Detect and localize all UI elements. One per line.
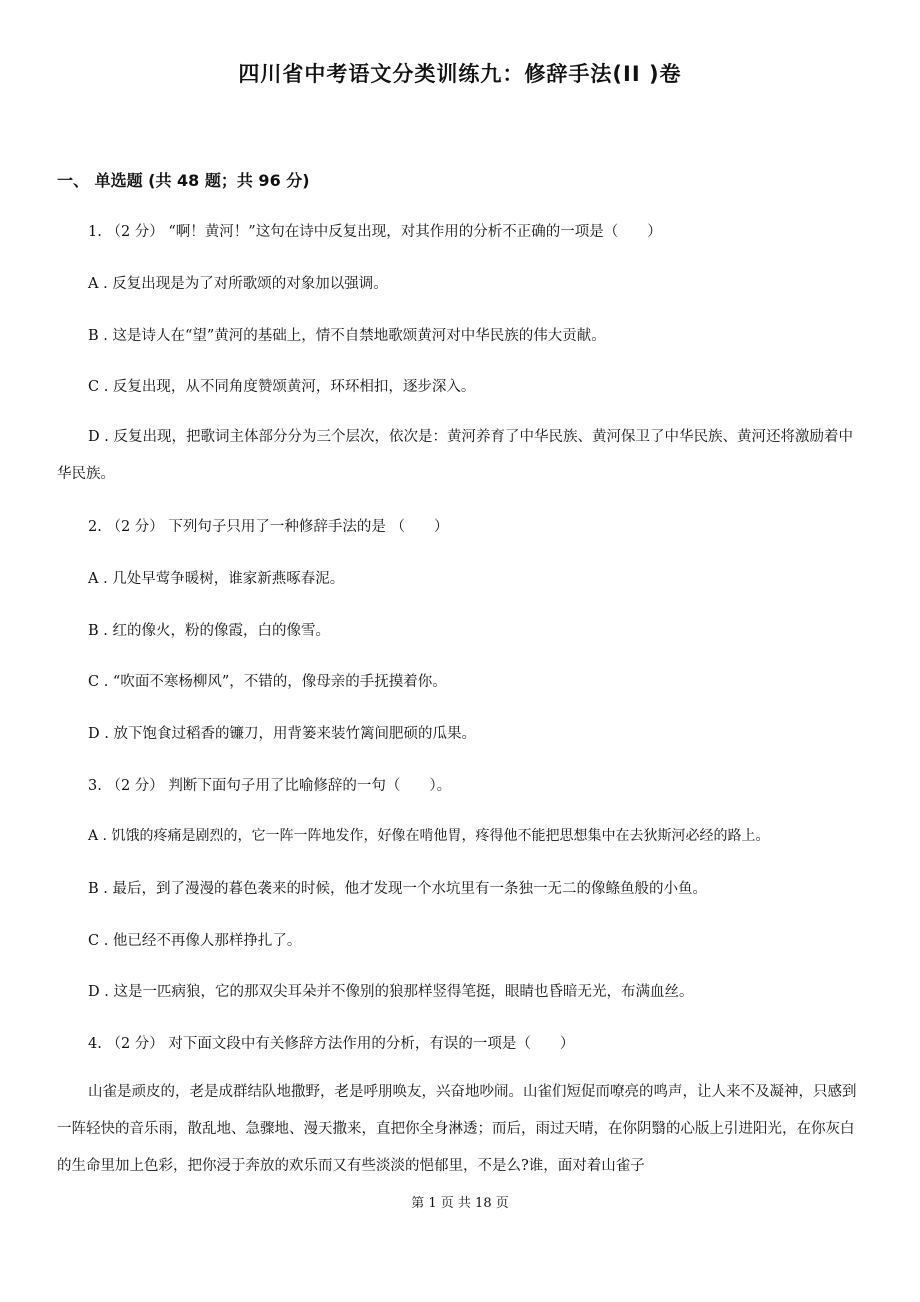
question-1-option-d: D . 反复出现，把歌词主体部分分为三个层次，依次是：黄河养育了中华民族、黄河保卫了中华民族、黄河还将激励着中华民族。 — [57, 429, 853, 482]
section-heading: 一、 单选题 (共 48 题；共 96 分) — [57, 171, 310, 190]
question-stem-2: 2. （2 分） 下列句子只用了一种修辞手法的是 （ ） — [88, 519, 449, 535]
question-1-option-a: A . 反复出现是为了对所歌颂的对象加以强调。 — [88, 276, 388, 292]
question-1-option-c: C . 反复出现，从不同角度赞颂黄河，环环相扣，逐步深入。 — [88, 379, 476, 395]
question-2-option-a: A . 几处早莺争暖树，谁家新燕啄春泥。 — [88, 571, 345, 587]
page-footer: 第 1 页 共 18 页 — [411, 1196, 509, 1211]
question-stem-4: 4. （2 分） 对下面文段中有关修辞方法作用的分析，有误的一项是（ ） — [88, 1036, 575, 1052]
question-2-option-b: B . 红的像火，粉的像霞，白的像雪。 — [88, 623, 330, 639]
document-title: 四川省中考语文分类训练九：修辞手法(II )卷 — [238, 62, 682, 86]
question-2-option-c: C . “吹面不寒杨柳风”，不错的，像母亲的手抚摸着你。 — [88, 674, 447, 690]
question-3-option-d: D . 这是一匹病狼，它的那双尖耳朵并不像别的狼那样竖得笔挺，眼睛也昏暗无光，布满血丝。 — [88, 984, 694, 1000]
question-stem-1: 1. （2 分） “啊！黄河！”这句在诗中反复出现，对其作用的分析不正确的一项是（ ） — [88, 224, 662, 240]
question-3-option-c: C . 他已经不再像人那样挣扎了。 — [88, 933, 302, 949]
question-3-option-b: B . 最后，到了漫漫的暮色袭来的时候，他才发现一个水坑里有一条独一无二的像鲦鱼般的小鱼。 — [88, 881, 707, 897]
question-1-option-b: B . 这是诗人在“望”黄河的基础上，情不自禁地歌颂黄河对中华民族的伟大贡献。 — [88, 328, 606, 344]
question-3-option-a: A . 饥饿的疼痛是剧烈的，它一阵一阵地发作，好像在啃他胃，疼得他不能把思想集中在去狄斯河必经的路上。 — [88, 828, 770, 844]
question-4-passage: 山雀是顽皮的，老是成群结队地撒野，老是呼朋唤友，兴奋地吵闹。山雀们短促而嘹亮的鸣声，让人来不及凝神，只感到一阵轻快的音乐雨，散乱地、急骤地、漫天撒来，直把你全身淋透；而后，雨过天晴，在你阴翳的心版上引进阳光，在你灰白的生命里加上色彩，把你浸于奔放的欢乐而又有些淡淡的悒郁里，不是么?谁，面对着山雀子 — [57, 1084, 857, 1174]
question-stem-3: 3. （2 分） 判断下面句子用了比喻修辞的一句（ ）。 — [88, 778, 452, 794]
question-2-option-d: D . 放下饱食过稻香的镰刀，用背篓来装竹篱间肥硕的瓜果。 — [88, 726, 476, 742]
